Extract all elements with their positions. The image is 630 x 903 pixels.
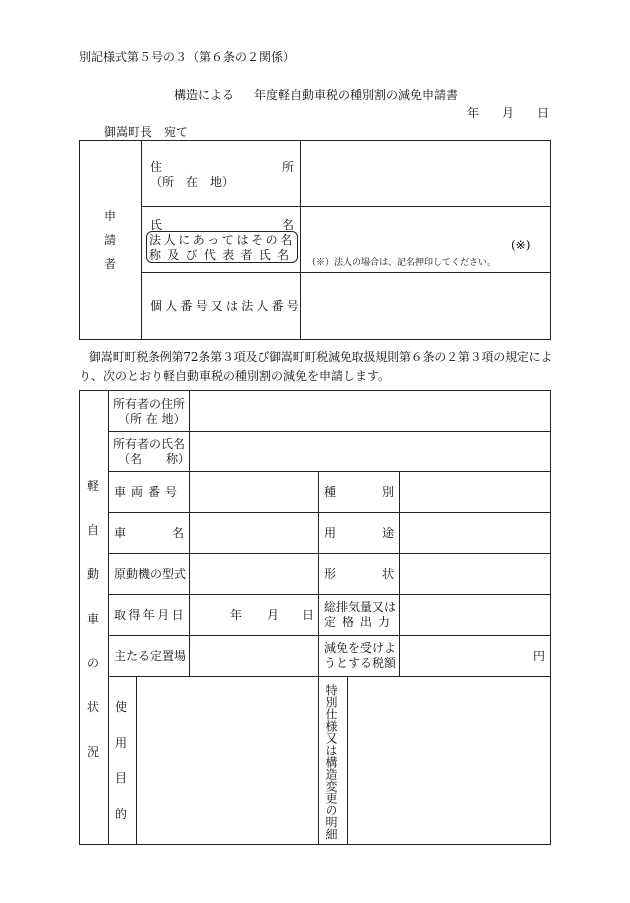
exemption-line2: うとする税額: [324, 656, 397, 670]
displacement-line1: 総排気量又は: [324, 600, 397, 614]
vehicle-label-4: 車: [87, 612, 100, 626]
applicant-label-1: 申: [104, 209, 117, 223]
owner-name-line2: （名 称）: [118, 452, 191, 466]
vehicle-label-2: 自: [87, 523, 100, 537]
body-line-2: り、次のとおり軽自動車税の種別割の減免を申請します。: [79, 369, 391, 383]
purpose-label-2: 用: [115, 736, 128, 750]
applicant-label-3: 者: [104, 257, 117, 271]
owner-address-line2: （所 在 地）: [118, 412, 186, 426]
vehicle-label-7: 況: [87, 745, 100, 759]
type-label: 種 別: [324, 485, 394, 499]
special-spec-label: 特別仕様又は構造変更の明細: [324, 684, 338, 840]
addressee: 御嵩町長 宛て: [104, 125, 189, 139]
name-label: 氏 名: [150, 218, 294, 232]
acquired-day: 日: [302, 608, 315, 622]
owner-name-line1: 所有者の氏名: [113, 437, 186, 451]
displacement-line2: 定格出力: [324, 615, 397, 629]
name-corp-line2: 称及び代表者氏名: [149, 248, 296, 262]
shape-label: 形 状: [324, 567, 394, 581]
applicant-label-2: 請: [104, 233, 117, 247]
purpose-label-4: 的: [115, 807, 128, 821]
purpose-label-3: 目: [115, 771, 128, 785]
vehicle-label-5: の: [87, 656, 100, 670]
use-label: 用 途: [324, 526, 394, 540]
address-label-sub: （所 在 地）: [150, 175, 235, 189]
acquired-year: 年: [230, 608, 243, 622]
vehicle-label-6: 状: [87, 700, 100, 714]
body-line-1: 御嵩町町税条例第72条第３項及び御嵩町町税減免取扱規則第６条の２第３項の規定によ: [89, 350, 553, 364]
date-year: 年: [467, 106, 480, 120]
date-month: 月: [502, 106, 515, 120]
acquired-month: 月: [267, 608, 280, 622]
id-label: 個人番号又は法人番号: [150, 299, 303, 313]
purpose-label-1: 使: [115, 700, 128, 714]
engine-label: 原動機の型式: [114, 567, 187, 581]
seal-note: （※）法人の場合は、記名押印してください。: [307, 258, 497, 268]
seal-mark: (※): [511, 238, 531, 252]
acquired-label: 取得年月日: [114, 608, 187, 622]
name-corp-line1: 法人にあってはその名: [149, 233, 295, 247]
yen-label: 円: [533, 649, 546, 663]
vehicle-label-1: 軽: [87, 479, 100, 493]
owner-address-line1: 所有者の住所: [113, 397, 186, 411]
plate-label: 車両番号: [114, 485, 183, 499]
car-name-label: 車 名: [114, 526, 184, 540]
address-label: 住 所: [150, 160, 294, 174]
title: 年度軽自動車税の種別割の減免申請書: [254, 88, 459, 102]
title-prefix: 構造による: [174, 88, 235, 102]
exemption-line1: 減免を受けよ: [324, 641, 397, 655]
location-label: 主たる定置場: [114, 649, 187, 663]
vehicle-label-3: 動: [87, 567, 100, 581]
form-number: 別記様式第５号の３（第６条の２関係）: [79, 50, 296, 64]
date-day: 日: [537, 106, 550, 120]
